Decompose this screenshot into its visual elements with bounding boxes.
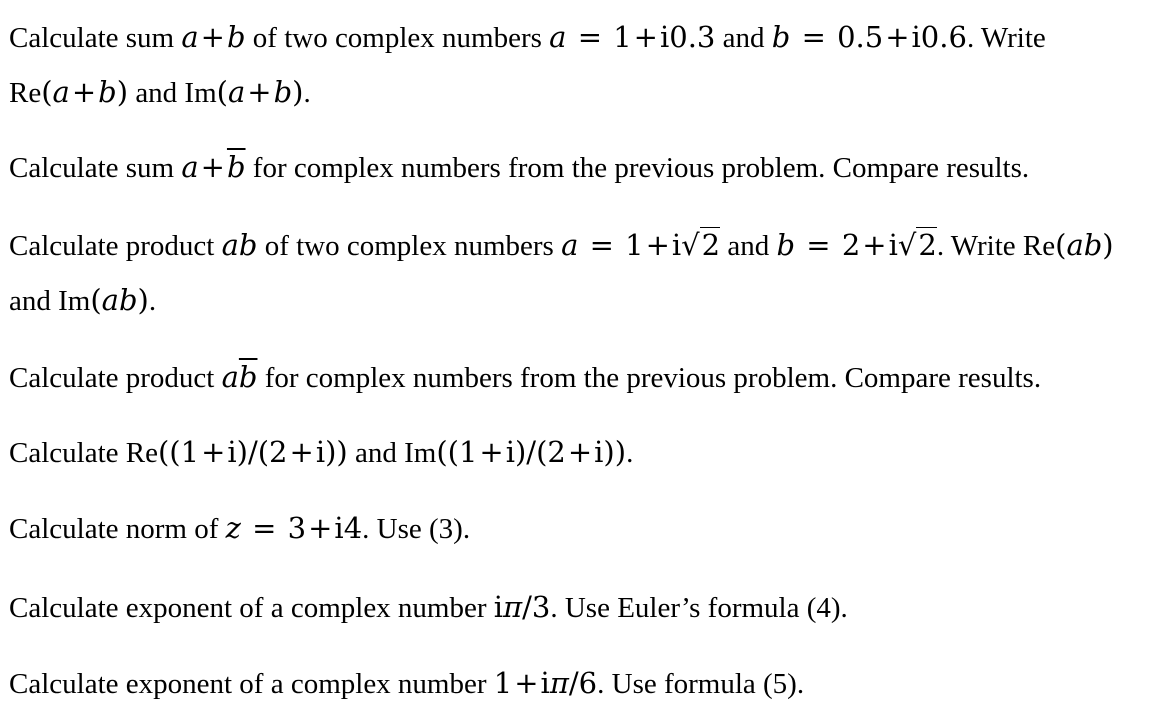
formula-im-a-plus-b: (a+b) bbox=[216, 75, 304, 109]
problem-3-text-6: . bbox=[148, 285, 157, 317]
formula-b-definition: b = 0.5+i0.6 bbox=[771, 20, 967, 54]
problem-7-text-2: . Use Euler’s formula (4). bbox=[550, 592, 848, 624]
formula-a-plus-b-conj: $a+\overline{b}$ bbox=[181, 150, 246, 184]
problem-1 bbox=[9, 10, 1149, 120]
formula-b-sqrt2: b = 2+i√2 bbox=[776, 228, 937, 262]
problem-6-text-2: . Use (3). bbox=[362, 513, 471, 545]
formula-a-b-conj: $a\overline{b}$ bbox=[221, 360, 258, 394]
formula-a-definition: a = 1+i0.3 bbox=[549, 20, 716, 54]
formula-re-a-plus-b: (a+b) bbox=[41, 75, 129, 109]
problem-3-text-5: and Im bbox=[9, 285, 91, 317]
formula-re-ab: (ab) bbox=[1055, 228, 1114, 262]
problem-7 bbox=[9, 580, 1149, 635]
problem-3-text-1: Calculate product bbox=[9, 230, 222, 262]
problem-1-text-1: Calculate sum bbox=[9, 22, 182, 54]
problem-8 bbox=[9, 656, 1149, 711]
formula-im-quotient: ((1+i)/(2+i)) bbox=[436, 435, 627, 469]
problem-8-text-2: . Use formula (5). bbox=[597, 668, 805, 700]
formula-a-plus-b: a+b bbox=[181, 20, 246, 54]
problem-2 bbox=[9, 140, 1149, 195]
problem-1-text-2: of two complex numbers bbox=[245, 22, 550, 54]
problem-1-text-5: and Im bbox=[128, 77, 217, 109]
problem-2-text-2: for complex numbers from the previous problem. Compare results. bbox=[245, 152, 1030, 184]
problem-1-text-4: . Write Re bbox=[9, 22, 1046, 109]
problem-3 bbox=[9, 218, 1149, 328]
formula-ab: ab bbox=[221, 228, 258, 262]
formula-1-plus-i-pi-over-6: 1+iπ/6 bbox=[493, 666, 598, 700]
formula-a-sqrt2: a = 1+i√2 bbox=[561, 228, 721, 262]
problem-4-text-2: for complex numbers from the previous problem. Compare results. bbox=[257, 362, 1042, 394]
problem-4-text-1: Calculate product bbox=[9, 362, 222, 394]
problem-3-text-2: of two complex numbers bbox=[257, 230, 562, 262]
problem-5 bbox=[9, 425, 1149, 480]
formula-i-pi-over-3: iπ/3 bbox=[493, 590, 551, 624]
problem-3-text-4: . Write Re bbox=[936, 230, 1056, 262]
problem-6 bbox=[9, 501, 1149, 556]
formula-im-ab: (ab) bbox=[90, 283, 149, 317]
problem-7-text-1: Calculate exponent of a complex number bbox=[9, 592, 494, 624]
formula-re-quotient: ((1+i)/(2+i)) bbox=[157, 435, 348, 469]
problem-8-text-1: Calculate exponent of a complex number bbox=[9, 668, 494, 700]
problem-1-text-3: and bbox=[715, 22, 772, 54]
problem-2-text-1: Calculate sum bbox=[9, 152, 182, 184]
problem-5-text-3: . bbox=[626, 437, 634, 469]
problem-1-text-6: . bbox=[303, 77, 311, 109]
problem-6-text-1: Calculate norm of bbox=[9, 513, 226, 545]
problem-3-text-3: and bbox=[720, 230, 777, 262]
problem-4 bbox=[9, 350, 1149, 405]
formula-z-definition: z = 3+i4 bbox=[225, 511, 363, 545]
problem-5-text-2: and Im bbox=[347, 437, 437, 469]
problem-5-text-1: Calculate Re bbox=[9, 437, 158, 469]
